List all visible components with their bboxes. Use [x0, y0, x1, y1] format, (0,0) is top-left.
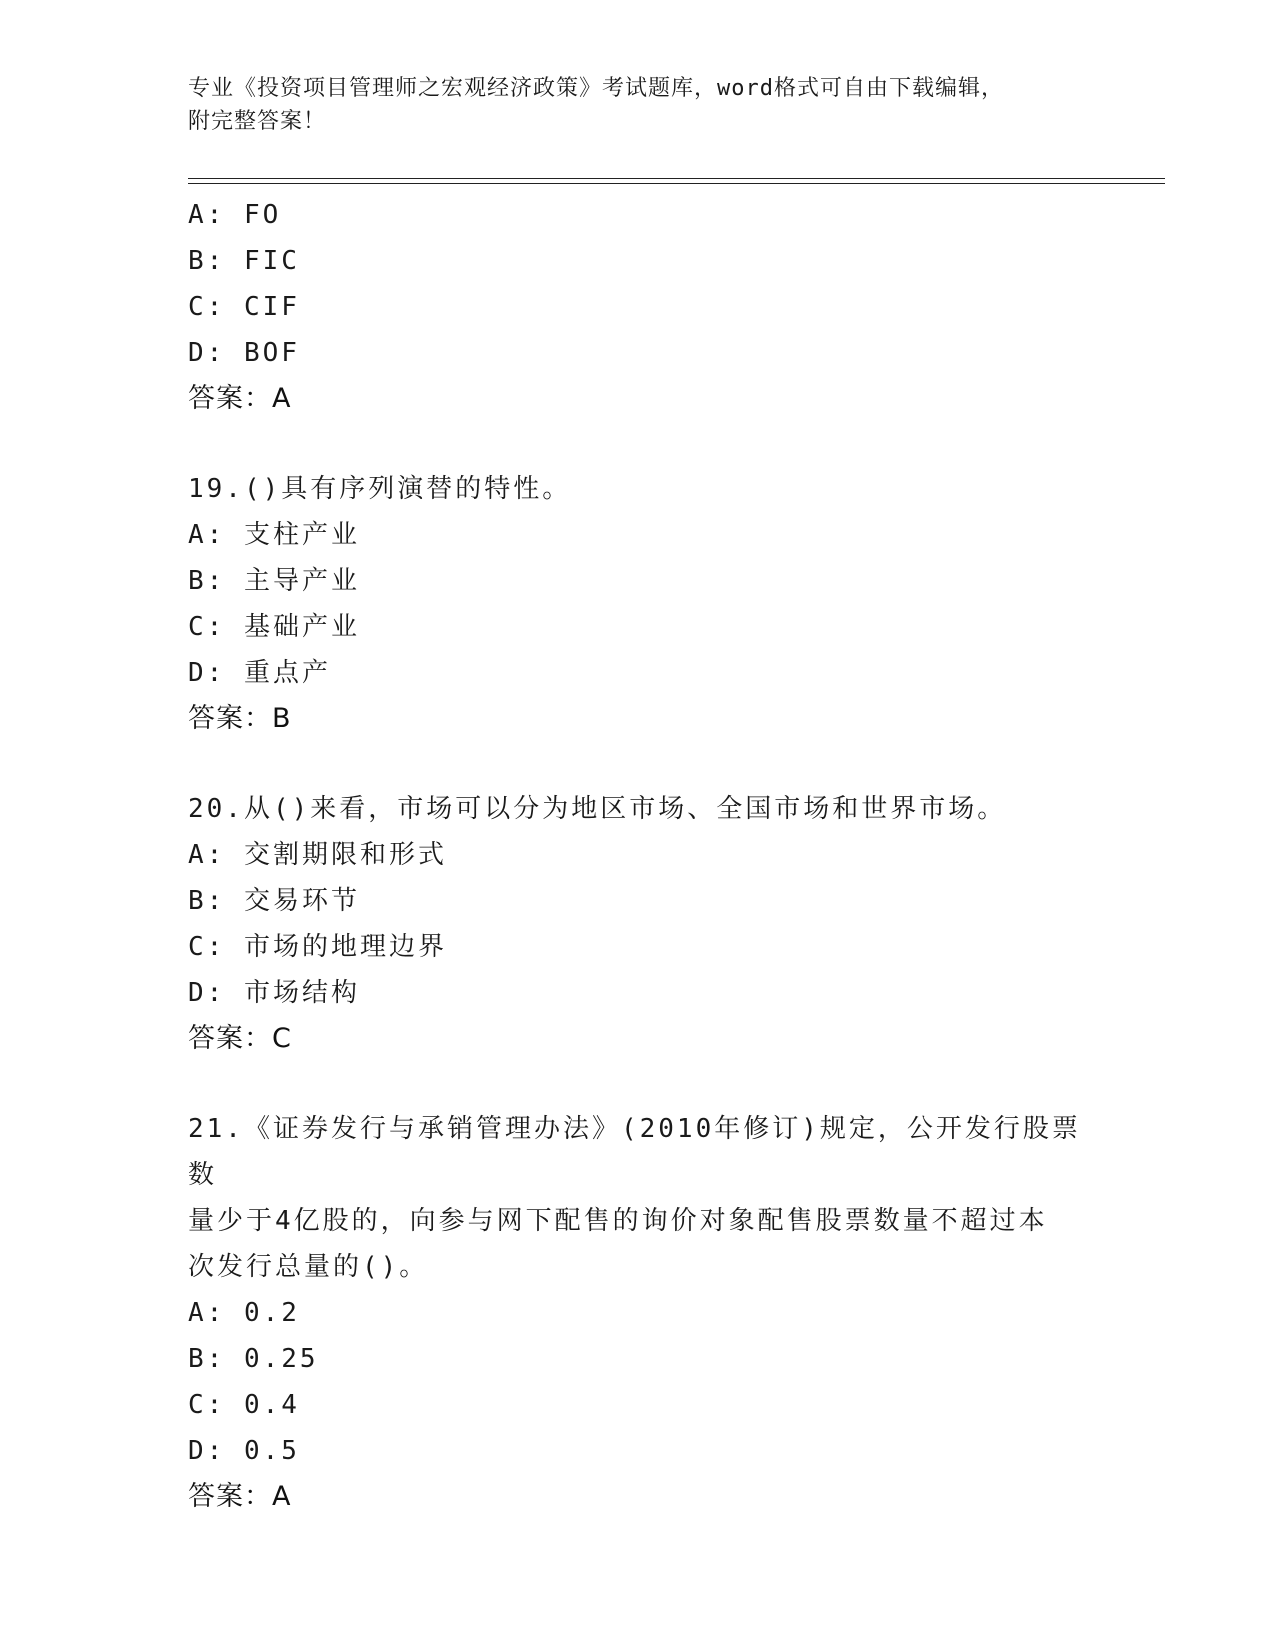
answer: 答案：B [188, 703, 292, 734]
option-b: B: 0.25 [188, 1344, 319, 1374]
option-a: A: 支柱产业 [188, 520, 360, 550]
option-a: A: FO [188, 200, 282, 230]
option-c: C: 0.4 [188, 1390, 300, 1420]
question-20 [188, 786, 1088, 1062]
question-19 [188, 466, 1088, 742]
option-d: D: 重点产 [188, 658, 331, 688]
option-a: A: 交割期限和形式 [188, 840, 447, 870]
header-line-2: 附完整答案！ [188, 109, 327, 134]
header-line-1: 专业《投资项目管理师之宏观经济政策》考试题库，word格式可自由下载编辑， [188, 76, 1004, 101]
option-b: B: 交易环节 [188, 886, 360, 916]
answer: 答案：A [188, 383, 292, 414]
option-d: D: BOF [188, 338, 300, 368]
question-stem: 19.()具有序列演替的特性。 [188, 474, 572, 504]
question-stem-line-3: 次发行总量的()。 [188, 1252, 429, 1282]
question-18 [188, 192, 1088, 422]
option-a: A: 0.2 [188, 1298, 300, 1328]
question-21 [188, 1106, 1088, 1520]
option-b: B: FIC [188, 246, 300, 276]
option-c: C: CIF [188, 292, 300, 322]
option-b: B: 主导产业 [188, 566, 360, 596]
question-stem: 20.从()来看，市场可以分为地区市场、全国市场和世界市场。 [188, 794, 1007, 824]
question-list [188, 192, 1088, 1520]
answer: 答案：A [188, 1481, 292, 1512]
header-divider-bottom [188, 183, 1165, 184]
answer: 答案：C [188, 1023, 292, 1054]
option-d: D: 0.5 [188, 1436, 300, 1466]
question-stem-line-2: 量少于4亿股的，向参与网下配售的询价对象配售股票数量不超过本 [188, 1206, 1048, 1236]
question-stem-line-1: 21.《证券发行与承销管理办法》(2010年修订)规定，公开发行股票数 [188, 1114, 1081, 1190]
option-c: C: 市场的地理边界 [188, 932, 447, 962]
option-c: C: 基础产业 [188, 612, 360, 642]
option-d: D: 市场结构 [188, 978, 360, 1008]
header-divider-top [188, 178, 1165, 179]
document-header [188, 72, 1088, 138]
